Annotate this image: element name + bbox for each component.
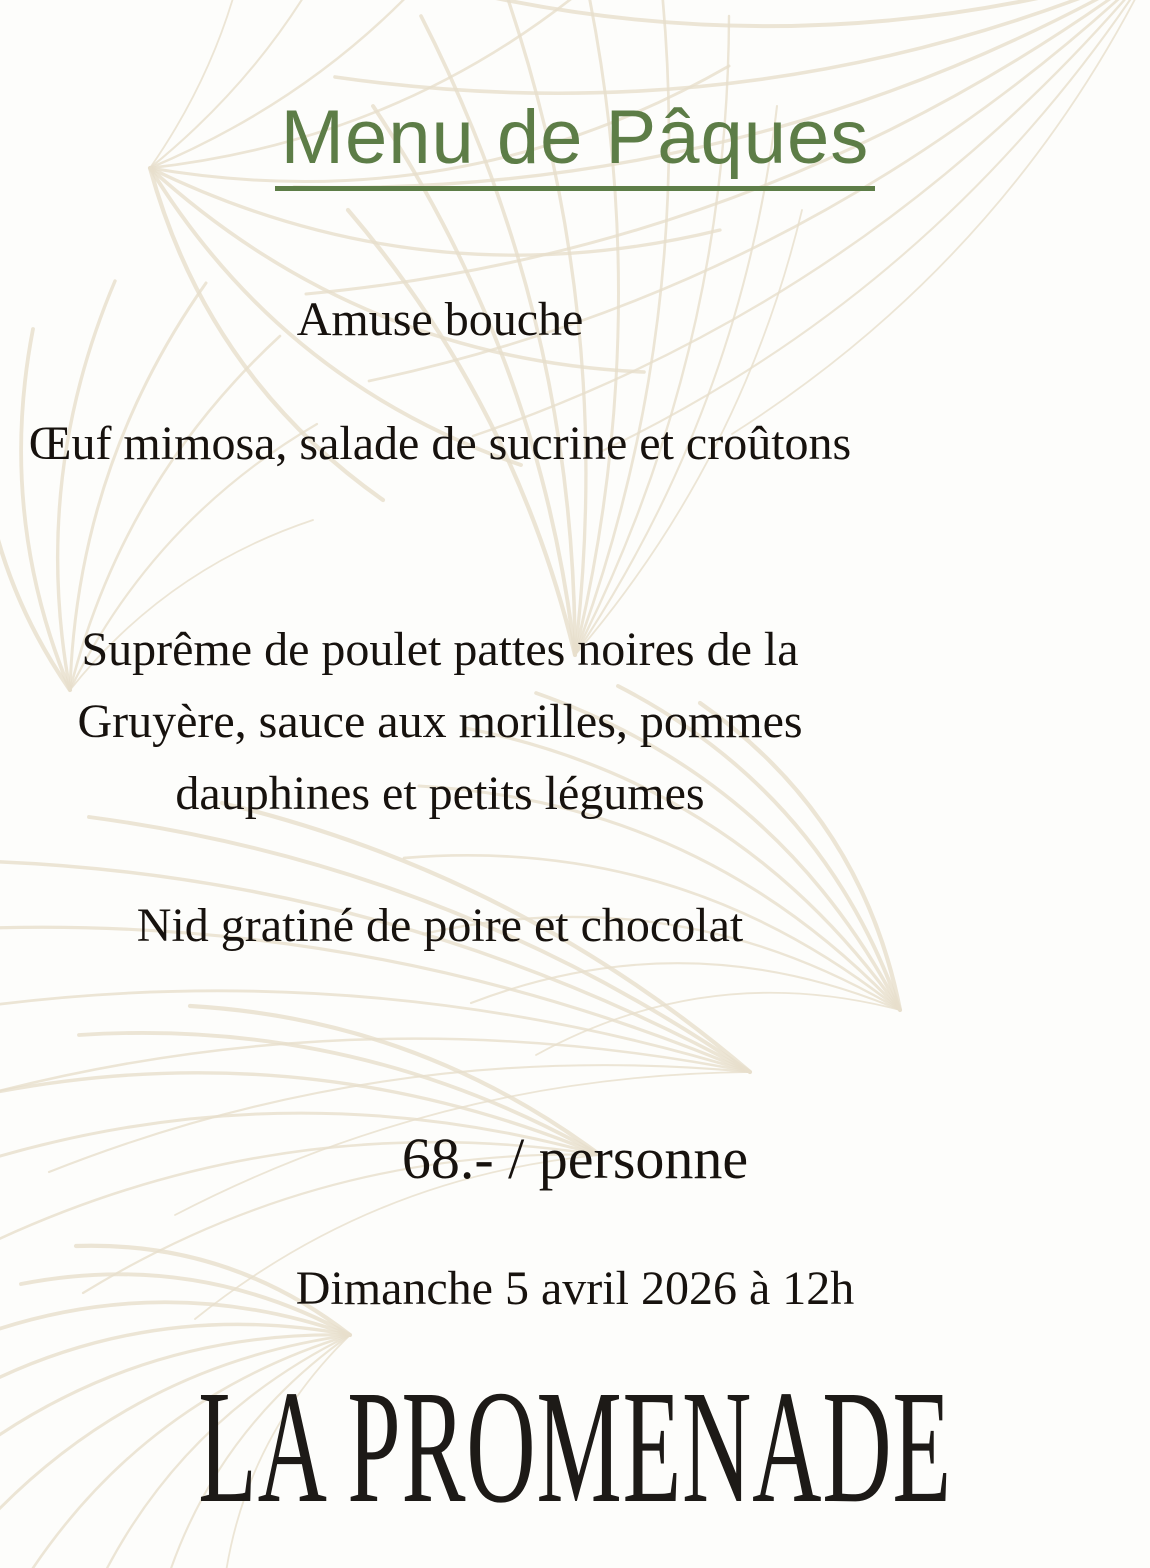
- course-amuse-bouche: Amuse bouche: [296, 293, 584, 346]
- price-per-person: 68.- / personne: [401, 1126, 749, 1191]
- course-dessert: Nid gratiné de poire et chocolat: [136, 899, 744, 952]
- restaurant-logo: LA PROMENADE: [198, 1356, 952, 1537]
- course-main: Suprême de poulet pattes noires de la Gruyère, sauce aux morilles, pommes dauphines et petits légumes: [77, 623, 803, 820]
- event-date: Dimanche 5 avril 2026 à 12h: [295, 1262, 855, 1315]
- title-row: [0, 95, 1150, 191]
- page-title: Menu de Pâques: [275, 100, 876, 191]
- course-starter: Œuf mimosa, salade de sucrine et croûtons: [28, 417, 852, 470]
- logo-row: [0, 1356, 1150, 1537]
